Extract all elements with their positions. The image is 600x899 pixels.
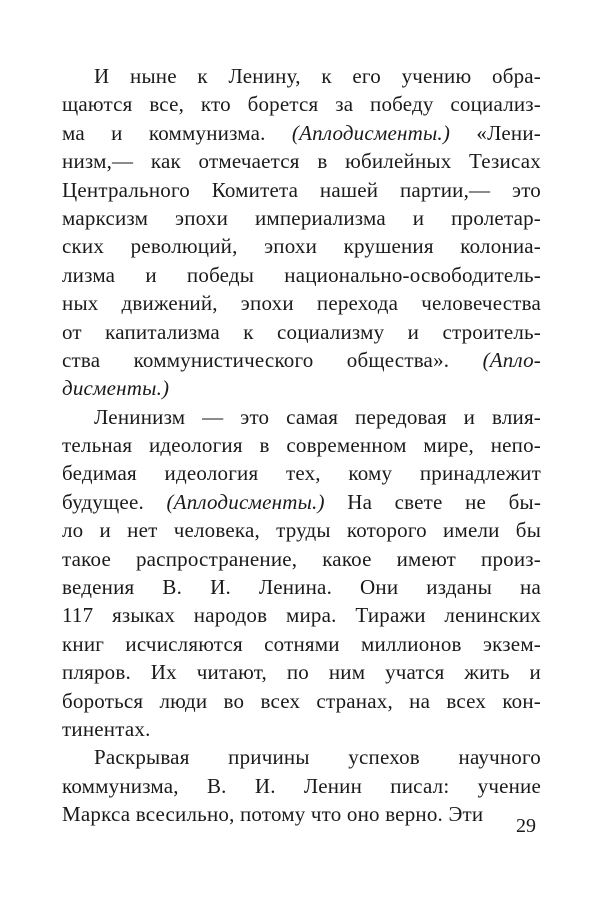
text-line bbox=[62, 90, 541, 118]
text-line bbox=[62, 573, 541, 601]
text-line bbox=[62, 346, 541, 374]
text-segment: «Лени- bbox=[450, 120, 541, 145]
text-line bbox=[62, 772, 541, 800]
text-segment: Раскрывая причины успехов научного bbox=[94, 745, 541, 770]
paragraph bbox=[62, 403, 541, 744]
text-segment: щаются все, кто борется за победу социализ- bbox=[62, 92, 541, 117]
text-line bbox=[62, 601, 541, 629]
text-segment: лизма и победы национально-освободитель- bbox=[62, 262, 541, 287]
text-segment: И ныне к Ленину, к его учению обра- bbox=[94, 64, 541, 88]
italic-remark: (Аплодисменты.) bbox=[166, 489, 325, 514]
text-segment: такое распространение, какое имеют произ- bbox=[62, 546, 541, 571]
text-segment: На свете не бы- bbox=[324, 489, 542, 514]
text-line bbox=[62, 630, 541, 658]
text-segment: низм,— как отмечается в юбилейных Тезисах bbox=[62, 149, 541, 174]
text-line bbox=[62, 119, 541, 147]
text-segment: бедимая идеология тех, кому принадлежит bbox=[62, 461, 541, 486]
text-segment: тельная идеология в современном мире, непо- bbox=[62, 433, 541, 458]
text-segment: ских революций, эпохи крушения колониа- bbox=[62, 234, 541, 259]
italic-remark: дисменты.) bbox=[62, 376, 170, 401]
text-line bbox=[62, 516, 541, 544]
text-segment: 117 языках народов мира. Тиражи ленинских bbox=[62, 603, 541, 628]
paragraph bbox=[62, 743, 541, 828]
text-line bbox=[62, 289, 541, 317]
text-segment: книг исчисляются сотнями миллионов экзем- bbox=[62, 631, 541, 656]
text-segment: марксизм эпохи империализма и пролетар- bbox=[62, 205, 541, 230]
text-line bbox=[62, 658, 541, 686]
text-segment: ло и нет человека, труды которого имели бы bbox=[62, 518, 541, 543]
text-segment: тинентах. bbox=[62, 716, 151, 741]
text-segment: будущее. bbox=[62, 489, 167, 514]
text-segment: Центрального Комитета нашей партии,— это bbox=[62, 177, 541, 202]
text-segment: Ленинизм — это самая передовая и влия- bbox=[94, 404, 541, 429]
text-segment: ма и коммунизма. bbox=[62, 120, 292, 145]
text-line bbox=[62, 318, 541, 346]
paragraph bbox=[62, 62, 541, 403]
text-segment: ства коммунистического общества». bbox=[62, 347, 483, 372]
text-segment: Маркса всесильно, потому что оно верно. Эти bbox=[62, 802, 484, 827]
text-line bbox=[62, 800, 541, 828]
text-line bbox=[62, 459, 541, 487]
text-line bbox=[62, 431, 541, 459]
page-body bbox=[62, 62, 541, 829]
text-line bbox=[62, 743, 541, 771]
text-line bbox=[62, 261, 541, 289]
text-line bbox=[62, 62, 541, 90]
text-segment: ных движений, эпохи перехода человечества bbox=[62, 291, 541, 316]
text-segment: коммунизма, В. И. Ленин писал: учение bbox=[62, 773, 541, 798]
text-line bbox=[62, 232, 541, 260]
text-segment: от капитализма к социализму и строитель- bbox=[62, 319, 541, 344]
text-line bbox=[62, 488, 541, 516]
text-segment: пляров. Их читают, по ним учатся жить и bbox=[62, 660, 541, 685]
text-line bbox=[62, 147, 541, 175]
text-line bbox=[62, 687, 541, 715]
text-segment: бороться люди во всех странах, на всех кон- bbox=[62, 688, 541, 713]
text-line bbox=[62, 176, 541, 204]
italic-remark: (Аплодисменты.) bbox=[291, 120, 451, 145]
text-line bbox=[62, 715, 541, 743]
page-number: 29 bbox=[516, 815, 536, 837]
text-segment: ведения В. И. Ленина. Они изданы на bbox=[62, 575, 541, 600]
text-line bbox=[62, 204, 541, 232]
text-line bbox=[62, 403, 541, 431]
italic-remark: (Апло- bbox=[482, 347, 541, 372]
text-line bbox=[62, 374, 541, 402]
text-line bbox=[62, 545, 541, 573]
